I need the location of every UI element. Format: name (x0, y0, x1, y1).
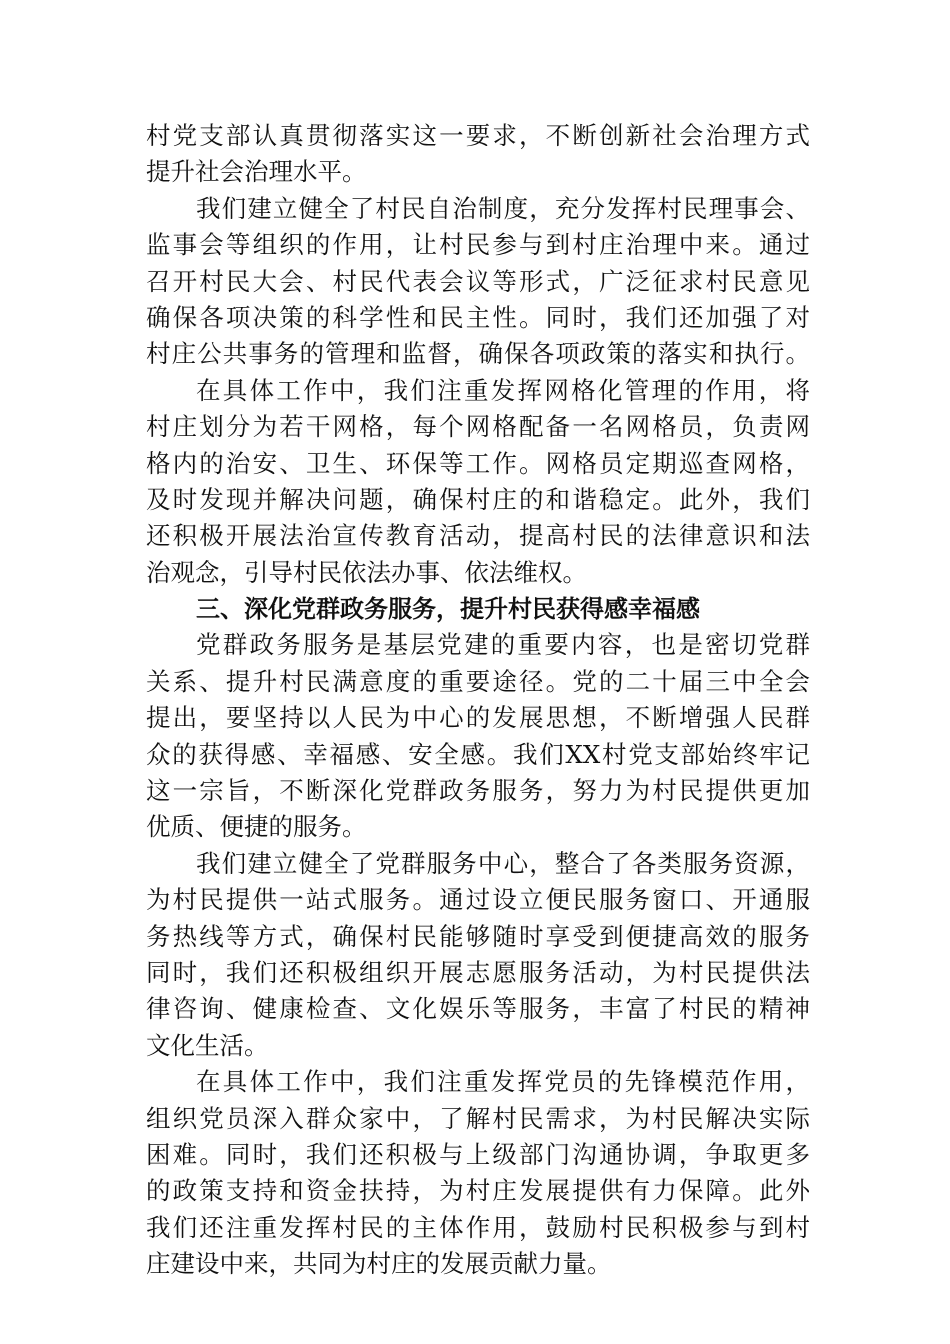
text-line: 同时，我们还积极组织开展志愿服务活动，为村民提供法 (146, 957, 810, 987)
text-line: 关系、提升村民满意度的重要途径。党的二十届三中全会 (146, 666, 810, 696)
paragraph-first-line: 我们建立健全了村民自治制度，充分发挥村民理事会、 (196, 193, 810, 223)
text-line: 庄建设中来，共同为村庄的发展贡献力量。 (146, 1249, 612, 1279)
paragraph-first-line: 党群政务服务是基层党建的重要内容，也是密切党群 (196, 630, 810, 660)
text-line: 文化生活。 (146, 1030, 269, 1060)
text-line: 提升社会治理水平。 (146, 157, 367, 187)
text-line: 的政策支持和资金扶持，为村庄发展提供有力保障。此外 (146, 1176, 810, 1206)
text-line: 众的获得感、幸福感、安全感。我们XX村党支部始终牢记 (146, 739, 810, 769)
text-line: 格内的治安、卫生、环保等工作。网格员定期巡查网格， (146, 448, 810, 478)
text-line: 治观念，引导村民依法办事、依法维权。 (146, 557, 587, 587)
text-line: 务热线等方式，确保村民能够随时享受到便捷高效的服务 (146, 921, 810, 951)
text-line: 及时发现并解决问题，确保村庄的和谐稳定。此外，我们 (146, 484, 810, 514)
text-line: 这一宗旨，不断深化党群政务服务，努力为村民提供更加 (146, 776, 810, 806)
text-line: 优质、便捷的服务。 (146, 812, 367, 842)
text-line: 提出，要坚持以人民为中心的发展思想，不断增强人民群 (146, 703, 810, 733)
text-line: 还积极开展法治宣传教育活动，提高村民的法律意识和法 (146, 521, 810, 551)
text-line: 监事会等组织的作用，让村民参与到村庄治理中来。通过 (146, 230, 810, 260)
paragraph-first-line: 我们建立健全了党群服务中心，整合了各类服务资源， (196, 848, 810, 878)
text-line: 村庄划分为若干网格，每个网格配备一名网格员，负责网 (146, 412, 810, 442)
text-line: 困难。同时，我们还积极与上级部门沟通协调，争取更多 (146, 1139, 810, 1169)
paragraph-first-line: 在具体工作中，我们注重发挥网格化管理的作用，将 (196, 375, 810, 405)
text-line: 确保各项决策的科学性和民主性。同时，我们还加强了对 (146, 302, 810, 332)
text-line: 为村民提供一站式服务。通过设立便民服务窗口、开通服 (146, 885, 810, 915)
document-page (146, 118, 810, 1283)
text-line: 召开村民大会、村民代表会议等形式，广泛征求村民意见 (146, 266, 810, 296)
text-line: 组织党员深入群众家中，了解村民需求，为村民解决实际 (146, 1103, 810, 1133)
text-line: 村庄公共事务的管理和监督，确保各项政策的落实和执行。 (146, 339, 810, 369)
paragraph-first-line: 在具体工作中，我们注重发挥党员的先锋模范作用， (196, 1067, 810, 1097)
section-heading: 三、深化党群政务服务，提升村民获得感幸福感 (196, 595, 700, 624)
text-line: 村党支部认真贯彻落实这一要求，不断创新社会治理方式 (146, 121, 810, 150)
text-line: 我们还注重发挥村民的主体作用，鼓励村民积极参与到村 (146, 1212, 810, 1242)
text-line: 律咨询、健康检查、文化娱乐等服务，丰富了村民的精神 (146, 994, 810, 1024)
